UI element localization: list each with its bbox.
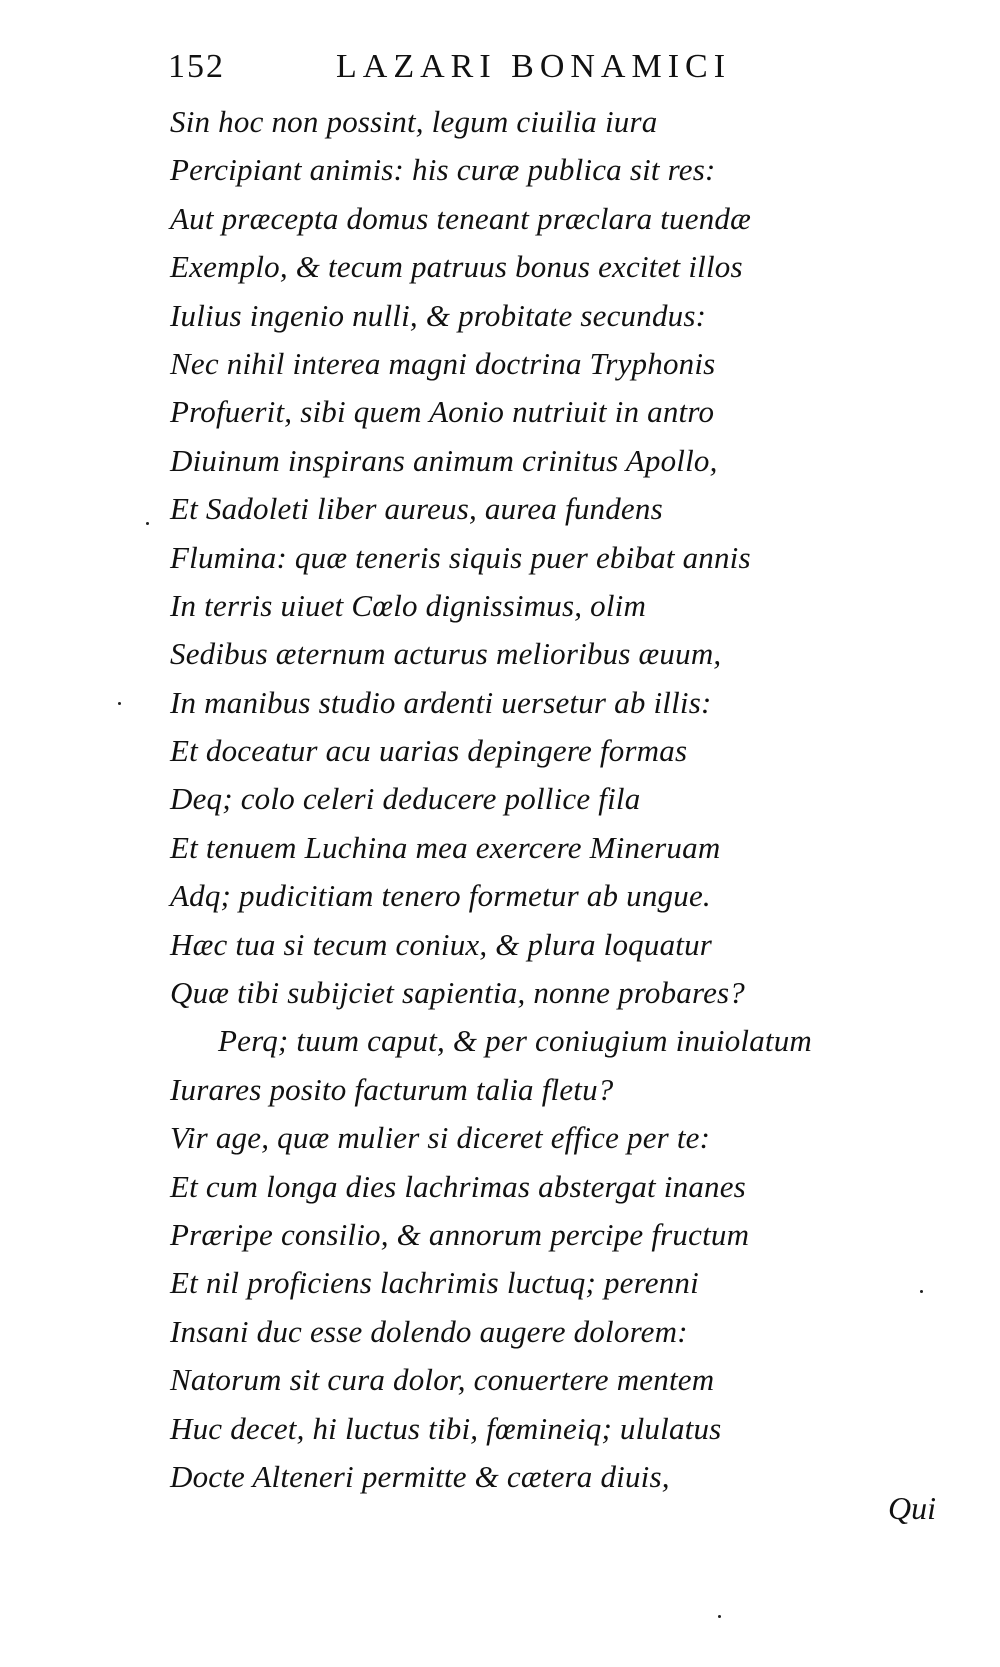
verse-line: Natorum sit cura dolor, conuertere mentem: [170, 1362, 715, 1398]
verse-line: Profuerit, sibi quem Aonio nutriuit in antro: [170, 394, 715, 430]
running-title: LAZARI BONAMICI: [336, 48, 732, 85]
verse-line: Deq; colo celeri deducere pollice fila: [170, 781, 641, 817]
verse-line: Vir age, quæ mulier si diceret effice per te:: [170, 1120, 711, 1156]
verse-line: Docte Alteneri permitte & cætera diuis,: [170, 1458, 670, 1494]
ink-speck: [920, 1290, 923, 1293]
ink-speck: [718, 1615, 721, 1618]
verse-line: Huc decet, hi luctus tibi, fœmineiq; ululatus: [170, 1410, 722, 1446]
verse-line: Aut præcepta domus teneant præclara tuendæ: [170, 200, 751, 236]
ink-speck: [146, 522, 149, 525]
verse-line: In terris uiuet Cœlo dignissimus, olim: [170, 587, 647, 623]
verse-line-indented: Perq; tuum caput, & per coniugium inuiolatum: [218, 1023, 813, 1059]
verse-line: Præripe consilio, & annorum percipe fructum: [170, 1216, 750, 1252]
verse-line: Sedibus æternum acturus melioribus æuum,: [170, 636, 722, 672]
verse-line: Et cum longa dies lachrimas abstergat inanes: [170, 1168, 746, 1204]
verse-line: Et tenuem Luchina mea exercere Mineruam: [170, 829, 721, 865]
verse-line: Exemplo, & tecum patruus bonus excitet illos: [170, 249, 743, 285]
verse-line: Et nil proficiens lachrimis luctuq; perenni: [170, 1265, 699, 1301]
running-head: [168, 48, 828, 98]
poem-text: [170, 98, 950, 1501]
verse-line: Insani duc esse dolendo augere dolorem:: [170, 1313, 688, 1349]
verse-line: In manibus studio ardenti uersetur ab illis:: [170, 684, 712, 720]
verse-line: Diuinum inspirans animum crinitus Apollo,: [170, 442, 718, 478]
verse-line: Quæ tibi subijciet sapientia, nonne probares?: [170, 975, 746, 1011]
verse-line: Et doceatur acu uarias depingere formas: [170, 733, 688, 769]
verse-line: Nec nihil interea magni doctrina Tryphonis: [170, 345, 716, 381]
verse-line: Iurares posito facturum talia fletu?: [170, 1071, 614, 1107]
verse-line: Flumina: quæ teneris siquis puer ebibat annis: [170, 539, 751, 575]
verse-line: Percipiant animis: his curæ publica sit res:: [170, 152, 716, 188]
verse-line: Iulius ingenio nulli, & probitate secundus:: [170, 297, 707, 333]
page-number: 152: [168, 48, 225, 85]
verse-line: Adq; pudicitiam tenero formetur ab ungue.: [170, 878, 711, 914]
verse-line: Hæc tua si tecum coniux, & plura loquatur: [170, 926, 713, 962]
verse-line: Et Sadoleti liber aureus, aurea fundens: [170, 491, 663, 527]
verse-line: Sin hoc non possint, legum ciuilia iura: [170, 104, 658, 139]
ink-speck: [118, 702, 121, 705]
catchword: Qui: [888, 1490, 936, 1526]
